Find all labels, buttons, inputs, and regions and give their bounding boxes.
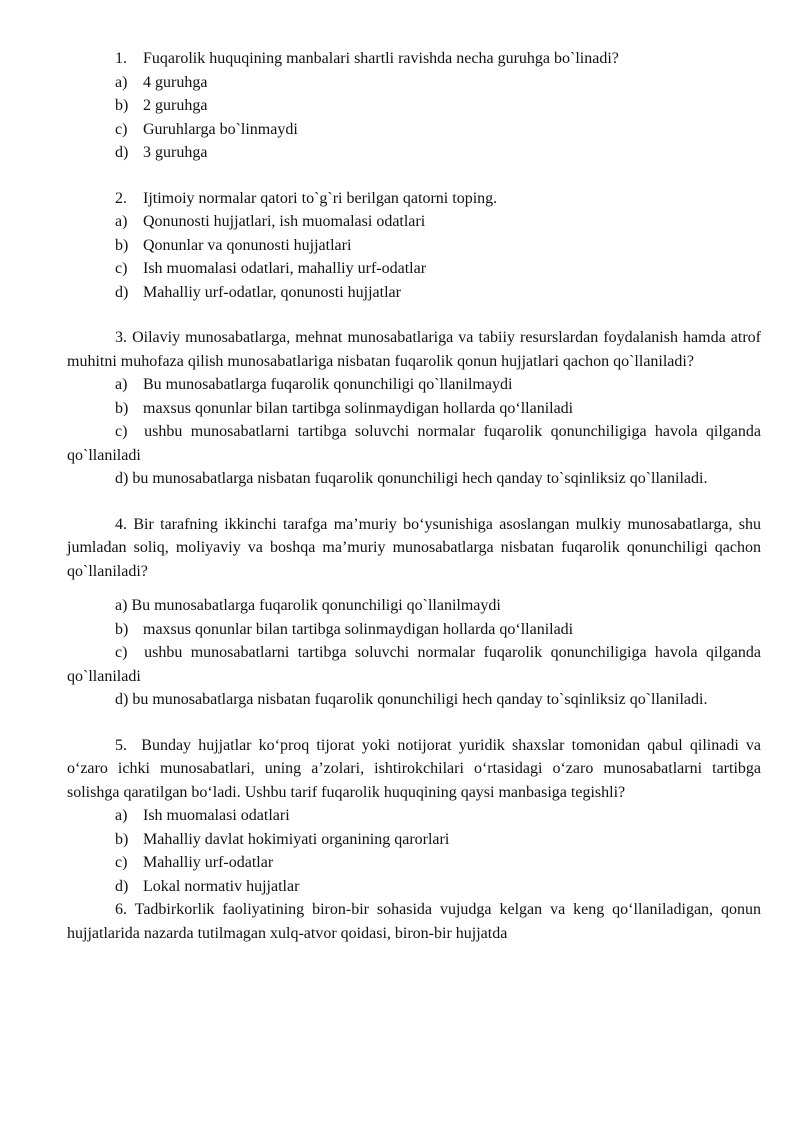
option-text: bu munosabatlarga nisbatan fuqarolik qonunchiligi hech qanday to`sqinliksiz qo`llaniladi. bbox=[132, 470, 708, 487]
option-label: c) bbox=[115, 644, 128, 661]
option-label: d) bbox=[115, 691, 129, 708]
option-b bbox=[67, 618, 761, 642]
question-3 bbox=[67, 326, 761, 491]
option-text: Guruhlarga bo`linmaydi bbox=[143, 120, 298, 138]
question-6 bbox=[67, 898, 761, 945]
question-4-text bbox=[67, 513, 761, 584]
option-label: a) bbox=[115, 807, 128, 824]
question-3-text bbox=[67, 326, 761, 373]
option-text: 3 guruhga bbox=[143, 144, 208, 161]
option-text: maxsus qonunlar bilan tartibga solinmaydigan hollarda qo‘llaniladi bbox=[143, 620, 574, 638]
option-label: c) bbox=[115, 260, 128, 277]
option-label: b) bbox=[115, 399, 129, 417]
option-text: Qonunlar va qonunosti hujjatlari bbox=[143, 236, 352, 254]
option-d bbox=[67, 281, 761, 305]
question-text: Tadbirkorlik faoliyatining biron-bir sohasida vujudga kelgan va keng qo‘llaniladigan, qonun hujjatlarida nazarda tutilmagan xulq-atvor qoidasi, biron-bir hujjatda bbox=[67, 901, 761, 942]
question-1 bbox=[67, 47, 761, 165]
question-number: 1. bbox=[115, 50, 127, 67]
option-b bbox=[67, 94, 761, 118]
question-2 bbox=[67, 187, 761, 305]
option-label: b) bbox=[115, 97, 129, 114]
option-text: 4 guruhga bbox=[143, 73, 208, 91]
option-c bbox=[67, 420, 761, 467]
option-text: Mahalliy urf-odatlar bbox=[143, 854, 274, 871]
option-b bbox=[67, 828, 761, 852]
option-text: bu munosabatlarga nisbatan fuqarolik qonunchiligi hech qanday to`sqinliksiz qo`llaniladi. bbox=[132, 691, 708, 708]
question-2-line bbox=[67, 187, 761, 211]
question-number: 2. bbox=[115, 189, 127, 207]
option-a bbox=[67, 71, 761, 95]
option-label: a) bbox=[115, 597, 128, 614]
option-text: Mahalliy davlat hokimiyati organining qarorlari bbox=[143, 830, 450, 848]
question-text: Oilaviy munosabatlarga, mehnat munosabatlariga va tabiiy resurslardan foydalanish hamda atrof muhitni muhofaza qilish munosabatlariga nisbatan fuqarolik qonun hujjatlari qachon qo`llaniladi? bbox=[67, 329, 761, 370]
option-text: Bu munosabatlarga fuqarolik qonunchiligi qo`llanilmaydi bbox=[131, 597, 501, 614]
option-text: maxsus qonunlar bilan tartibga solinmaydigan hollarda qo‘llaniladi bbox=[143, 399, 574, 417]
question-6-text bbox=[67, 898, 761, 945]
option-label: d) bbox=[115, 283, 129, 301]
option-b bbox=[67, 397, 761, 421]
option-label: b) bbox=[115, 830, 129, 848]
question-number: 4. bbox=[115, 515, 127, 533]
option-text: ushbu munosabatlarni tartibga soluvchi normalar fuqarolik qonunchiligiga havola qilganda qo`llaniladi bbox=[67, 644, 762, 685]
option-text: Qonunosti hujjatlari, ish muomalasi odatlari bbox=[143, 213, 426, 230]
option-d bbox=[67, 467, 761, 491]
option-label: b) bbox=[115, 236, 129, 254]
option-label: d) bbox=[115, 877, 129, 895]
question-text: Bir tarafning ikkinchi tarafga ma’muriy bo‘ysunishiga asoslangan mulkiy munosabatlarga, shu jumladan soliq, moliyaviy va boshqa ma’muriy munosabatlarga nisbatan fuqarolik qonunchiligi qachon qo`llaniladi? bbox=[67, 515, 762, 580]
option-a bbox=[67, 804, 761, 828]
option-text: 2 guruhga bbox=[143, 97, 208, 114]
option-a bbox=[67, 210, 761, 234]
question-text: Ijtimoiy normalar qatori to`g`ri berilgan qatorni toping. bbox=[143, 189, 498, 207]
question-4 bbox=[67, 513, 761, 712]
question-text: Fuqarolik huquqining manbalari shartli ravishda necha guruhga bo`linadi? bbox=[143, 50, 619, 67]
option-c bbox=[67, 851, 761, 875]
option-text: Lokal normativ hujjatlar bbox=[143, 877, 300, 895]
document-page bbox=[67, 47, 761, 945]
question-number: 3. bbox=[115, 329, 127, 346]
option-text: Ish muomalasi odatlari, mahalliy urf-odatlar bbox=[143, 260, 427, 277]
option-label: c) bbox=[115, 120, 128, 138]
option-text: Ish muomalasi odatlari bbox=[143, 807, 290, 824]
option-label: c) bbox=[115, 423, 128, 440]
option-text: Mahalliy urf-odatlar, qonunosti hujjatlar bbox=[143, 283, 401, 301]
option-label: c) bbox=[115, 854, 128, 871]
option-d bbox=[67, 141, 761, 165]
option-c bbox=[67, 257, 761, 281]
question-5-text bbox=[67, 734, 761, 805]
option-label: a) bbox=[115, 376, 128, 393]
option-label: d) bbox=[115, 144, 129, 161]
option-b bbox=[67, 234, 761, 258]
option-c bbox=[67, 118, 761, 142]
option-label: a) bbox=[115, 213, 128, 230]
option-d bbox=[67, 875, 761, 899]
question-text: Bunday hujjatlar ko‘proq tijorat yoki notijorat yuridik shaxslar tomonidan qabul qilinadi va o‘zaro ichki munosabatlari, uning a’zolari, ishtirokchilari o‘rtasidagi o‘zaro munosabatlarni tartibga solishga qaratilgan bo‘ladi. Ushbu tarif fuqarolik huquqining qaysi manbasiga tegishli? bbox=[67, 736, 762, 801]
option-label: a) bbox=[115, 73, 128, 91]
question-number: 5. bbox=[115, 736, 127, 754]
option-label: b) bbox=[115, 620, 129, 638]
option-c bbox=[67, 641, 761, 688]
option-label: d) bbox=[115, 470, 129, 487]
question-1-line bbox=[67, 47, 761, 71]
option-a bbox=[67, 594, 761, 618]
option-a bbox=[67, 373, 761, 397]
option-text: Bu munosabatlarga fuqarolik qonunchiligi qo`llanilmaydi bbox=[143, 376, 513, 393]
option-text: ushbu munosabatlarni tartibga soluvchi normalar fuqarolik qonunchiligiga havola qilganda qo`llaniladi bbox=[67, 423, 762, 464]
question-5 bbox=[67, 734, 761, 899]
question-number: 6. bbox=[115, 901, 127, 918]
option-d bbox=[67, 688, 761, 712]
